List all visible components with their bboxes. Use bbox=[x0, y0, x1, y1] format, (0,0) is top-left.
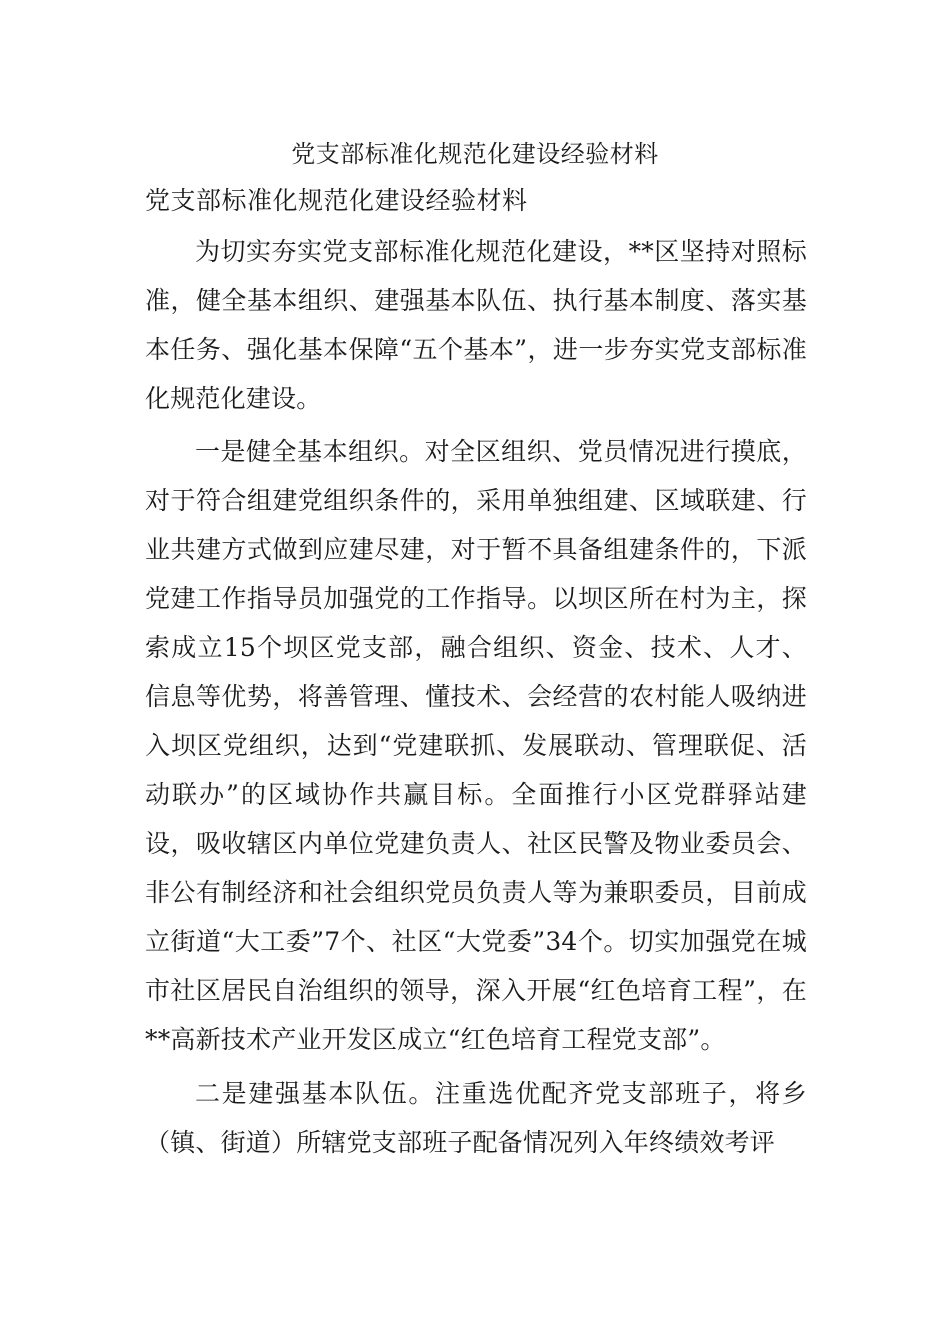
paragraph-intro: 为切实夯实党支部标准化规范化建设，**区坚持对照标准，健全基本组织、建强基本队伍、执行基本制度、落实基本任务、强化基本保障“五个基本”，进一步夯实党支部标准化规范化建设。 bbox=[145, 237, 807, 413]
document-subtitle: 党支部标准化规范化建设经验材料 bbox=[145, 186, 528, 215]
document-title: 党支部标准化规范化建设经验材料 bbox=[291, 140, 659, 168]
document-body bbox=[145, 179, 807, 1167]
paragraph-basic-organization: 一是健全基本组织。对全区组织、党员情况进行摸底，对于符合组建党组织条件的，采用单独组建、区域联建、行业共建方式做到应建尽建，对于暂不具备组建条件的，下派党建工作指导员加强党的工作指导。以坝区所在村为主，探索成立15个坝区党支部，融合组织、资金、技术、人才、信息等优势，将善管理、懂技术、会经营的农村能人吸纳进入坝区党组织，达到“党建联抓、发展联动、管理联促、活动联办”的区域协作共赢目标。全面推行小区党群驿站建设，吸收辖区内单位党建负责人、社区民警及物业委员会、非公有制经济和社会组织党员负责人等为兼职委员，目前成立街道“大工委”7个、社区“大党委”34个。切实加强党在城市社区居民自治组织的领导，深入开展“红色培育工程”，在**高新技术产业开发区成立“红色培育工程党支部”。 bbox=[145, 437, 807, 1054]
paragraph-basic-team: 二是建强基本队伍。注重选优配齐党支部班子，将乡（镇、街道）所辖党支部班子配备情况列入年终绩效考评 bbox=[145, 1079, 807, 1157]
